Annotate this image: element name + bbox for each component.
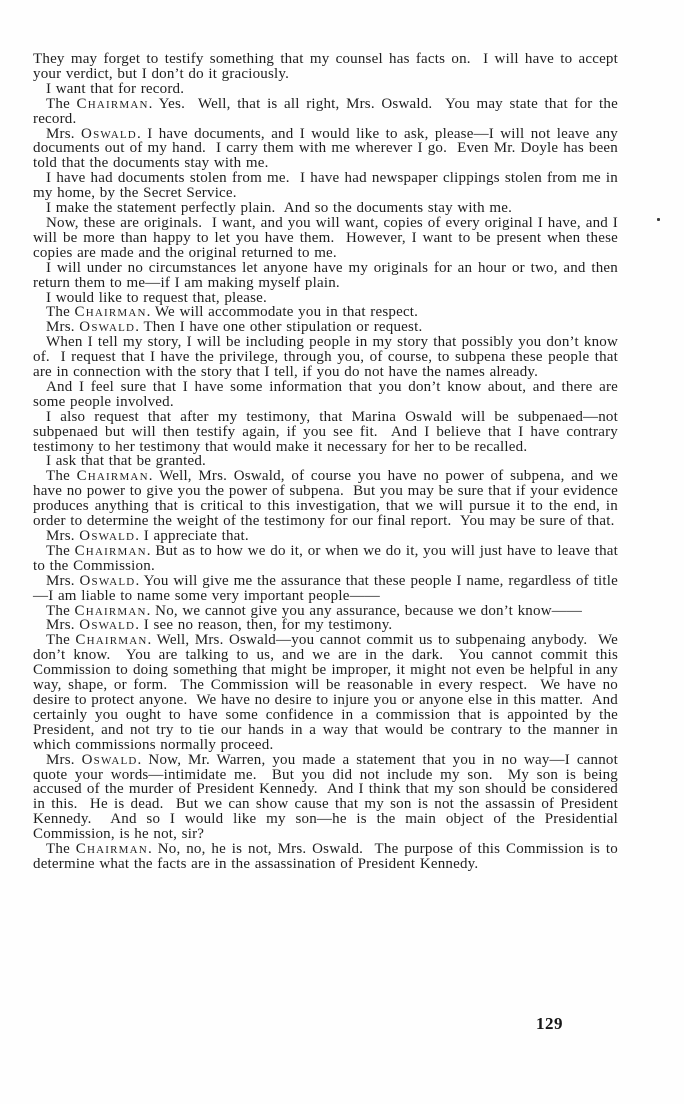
speaker-name: Chairman: [74, 542, 147, 559]
speaker-name: Oswald: [79, 528, 136, 544]
paragraph: I want that for record.: [46, 80, 185, 97]
paragraph: Mrs. Oswald. I see no reason, then, for my testimony.: [46, 617, 393, 634]
speaker-name: Oswald: [79, 617, 136, 634]
paragraph: The Chairman. No, no, he is not, Mrs. Oswald. The purpose of this Commission is to determine what the facts are in the assassination of President Kennedy.: [33, 841, 618, 872]
speaker-name: Oswald: [79, 319, 136, 336]
speaker-name: Chairman: [74, 304, 147, 321]
paragraph: Mrs. Oswald. I have documents, and I would like to ask, please—I will not leave any documents out of my hand. I carry them with me wherever I go. Even Mr. Doyle has been told that the documents stay with me.: [33, 125, 618, 172]
paragraph: The Chairman. No, we cannot give you any assurance, because we don’t know——: [46, 602, 583, 619]
paragraph: Now, these are originals. I want, and you will want, copies of every original I have, and I will be more than happy to let you have them. However, I want to be present when these copies are made and the original returned to me.: [33, 214, 618, 261]
scan-artifact-dot: [657, 218, 660, 221]
paragraph: I make the statement perfectly plain. And so the documents stay with me.: [46, 200, 513, 217]
paragraph: They may forget to testify something that my counsel has facts on. I will have to accept your verdict, but I don’t do it graciously.: [33, 51, 618, 82]
paragraph: When I tell my story, I will be including people in my story that possibly you don’t know of. I request that I have the privilege, through you, of course, to subpena these people that are in connection with the story that I tell, if you do not have the names already.: [33, 334, 618, 381]
speaker-name: Chairman: [76, 468, 149, 485]
speaker-name: Chairman: [75, 841, 148, 858]
speaker-name: Chairman: [75, 632, 148, 649]
paragraph: The Chairman. Yes. Well, that is all right, Mrs. Oswald. You may state that for the record.: [33, 95, 618, 127]
paragraph: I will under no circumstances let anyone have my originals for an hour or two, and then return them to me—if I am making myself plain.: [33, 259, 618, 291]
paragraph: I also request that after my testimony, that Marina Oswald will be subpenaed—not subpenaed but will then testify again, if you see fit. And I believe that I have contrary testimony to her testimony that would make it necessary for her to be recalled.: [33, 408, 618, 455]
paragraph: I have had documents stolen from me. I have had newspaper clippings stolen from me in my home, by the Secret Service.: [33, 170, 618, 202]
paragraph: Mrs. Oswald. I appreciate that.: [46, 528, 249, 544]
paragraph: The Chairman. Well, Mrs. Oswald—you cannot commit us to subpenaing anybody. We don’t know. You are talking to us, and we are in the dark. You cannot commit this Commission to doing something that might be improper, it might not even be helpful in any way, shape, or form. The Commission will be reasonable in every respect. We have no desire to protect anyone. We have no desire to injure you or anyone else in this matter. And certainly you ought to have some confidence in a commission that is appointed by the President, and not try to tie our hands in a way that would be contrary to the manner in which commissions normally proceed.: [33, 632, 618, 753]
paragraph: Mrs. Oswald. You will give me the assurance that these people I name, regardless of title—I am liable to name some very important people——: [33, 572, 618, 604]
speaker-name: Chairman: [74, 602, 147, 619]
speaker-name: Oswald: [81, 125, 137, 142]
paragraph: I ask that that be granted.: [46, 453, 207, 470]
paragraph: Mrs. Oswald. Now, Mr. Warren, you made a statement that you in no way—I cannot quote your words—intimidate me. But you did not include my son. My son is being accused of the murder of President Kennedy. And I think that my son should be considered in this. He is dead. But we can show cause that my son is not the assassin of President Kennedy. And so I would like my son—he is the main object of the Presidential Commission, is he not, sir?: [33, 751, 618, 843]
speaker-name: Chairman: [76, 95, 149, 112]
paragraph: And I feel sure that I have some information that you don’t know about, and there are some people involved.: [33, 378, 618, 410]
page-number: 129: [536, 1014, 563, 1033]
page-text: [33, 52, 618, 872]
speaker-name: Oswald: [79, 572, 136, 589]
speaker-name: Oswald: [81, 751, 138, 768]
paragraph: The Chairman. Well, Mrs. Oswald, of course you have no power of subpena, and we have no power to give you the power of subpena. But you may be sure that if your evidence produces anything that is critical to this investigation, that we will pursue it to the end, in order to determine the weight of the testimony for our final report. You may be sure of that.: [33, 468, 618, 530]
paragraph: The Chairman. We will accommodate you in that respect.: [46, 304, 419, 321]
paragraph: Mrs. Oswald. Then I have one other stipulation or request.: [46, 319, 423, 336]
paragraph: I would like to request that, please.: [46, 289, 267, 306]
paragraph: The Chairman. But as to how we do it, or when we do it, you will just have to leave that to the Commission.: [33, 542, 618, 574]
